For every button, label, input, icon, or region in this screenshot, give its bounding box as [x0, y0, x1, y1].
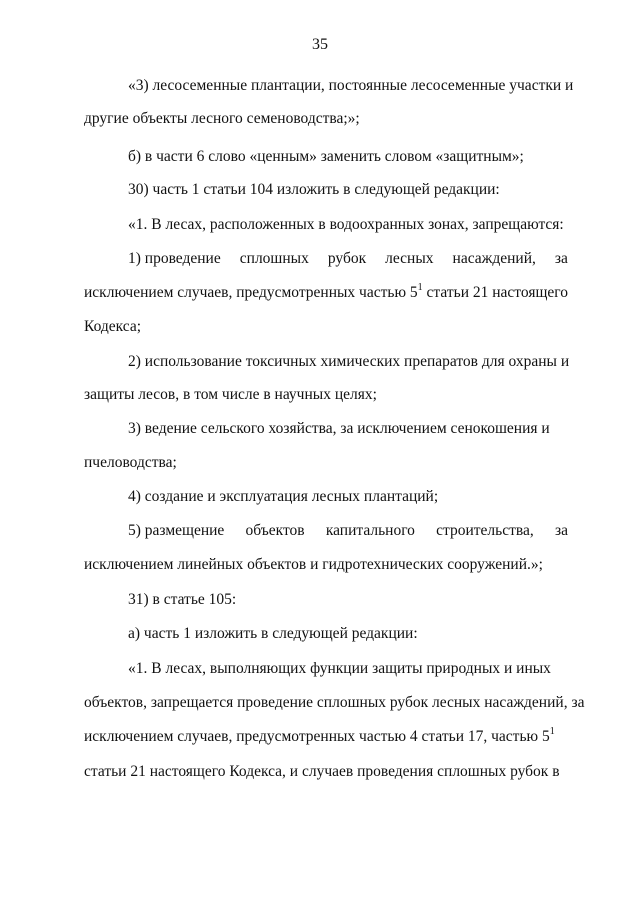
text-word: рубок	[327, 250, 367, 267]
text-word: насаждений,	[452, 250, 536, 267]
text-line-17: а) часть 1 изложить в следующей редакции:	[128, 625, 418, 642]
text-word: объектов	[245, 522, 305, 539]
text-segment: исключением случаев, предусмотренных частью 4 статьи 17, частью 5	[84, 728, 550, 745]
text-line-6	[128, 249, 568, 269]
superscript: 1	[417, 282, 423, 293]
text-line-5: «1. В лесах, расположенных в водоохранных зонах, запрещаются:	[128, 216, 564, 233]
text-line-1: «3) лесосеменные плантации, постоянные лесосеменные участки и	[128, 77, 574, 94]
text-segment: статьи 21 настоящего	[422, 284, 568, 301]
text-line-7	[84, 283, 568, 303]
text-line-18: «1. В лесах, выполняющих функции защиты природных и иных	[128, 660, 551, 677]
text-line-15: исключением линейных объектов и гидротехнических сооружений.»;	[84, 556, 543, 573]
text-word: сплошных	[239, 250, 309, 267]
text-word: 1) проведение	[128, 250, 221, 267]
text-word: капитального	[325, 522, 415, 539]
text-line-9: 2) использование токсичных химических препаратов для охраны и	[128, 353, 570, 370]
text-word: за	[554, 250, 568, 267]
text-line-4: 30) часть 1 статьи 104 изложить в следующей редакции:	[128, 181, 500, 198]
text-word: лесных	[385, 250, 434, 267]
text-line-8: Кодекса;	[84, 318, 142, 335]
text-line-3: б) в части 6 слово «ценным» заменить словом «защитным»;	[128, 148, 524, 165]
text-line-2: другие объекты лесного семеноводства;»;	[84, 110, 360, 127]
text-line-20	[84, 727, 555, 747]
text-line-19: объектов, запрещается проведение сплошных рубок лесных насаждений, за	[84, 694, 585, 711]
page-number: 35	[312, 36, 328, 53]
text-word: 5) размещение	[128, 522, 225, 539]
text-line-13: 4) создание и эксплуатация лесных плантаций;	[128, 488, 439, 505]
text-line-10: защиты лесов, в том числе в научных целях;	[84, 386, 377, 403]
text-word: за	[554, 522, 568, 539]
text-line-21: статьи 21 настоящего Кодекса, и случаев проведения сплошных рубок в	[84, 763, 560, 780]
text-segment: исключением случаев, предусмотренных частью 5	[84, 284, 418, 301]
text-line-12: пчеловодства;	[84, 454, 177, 471]
text-line-16: 31) в статье 105:	[128, 591, 237, 608]
text-line-11: 3) ведение сельского хозяйства, за исключением сенокошения и	[128, 420, 550, 437]
text-word: строительства,	[436, 522, 534, 539]
superscript: 1	[549, 726, 555, 737]
text-line-14	[128, 521, 568, 541]
